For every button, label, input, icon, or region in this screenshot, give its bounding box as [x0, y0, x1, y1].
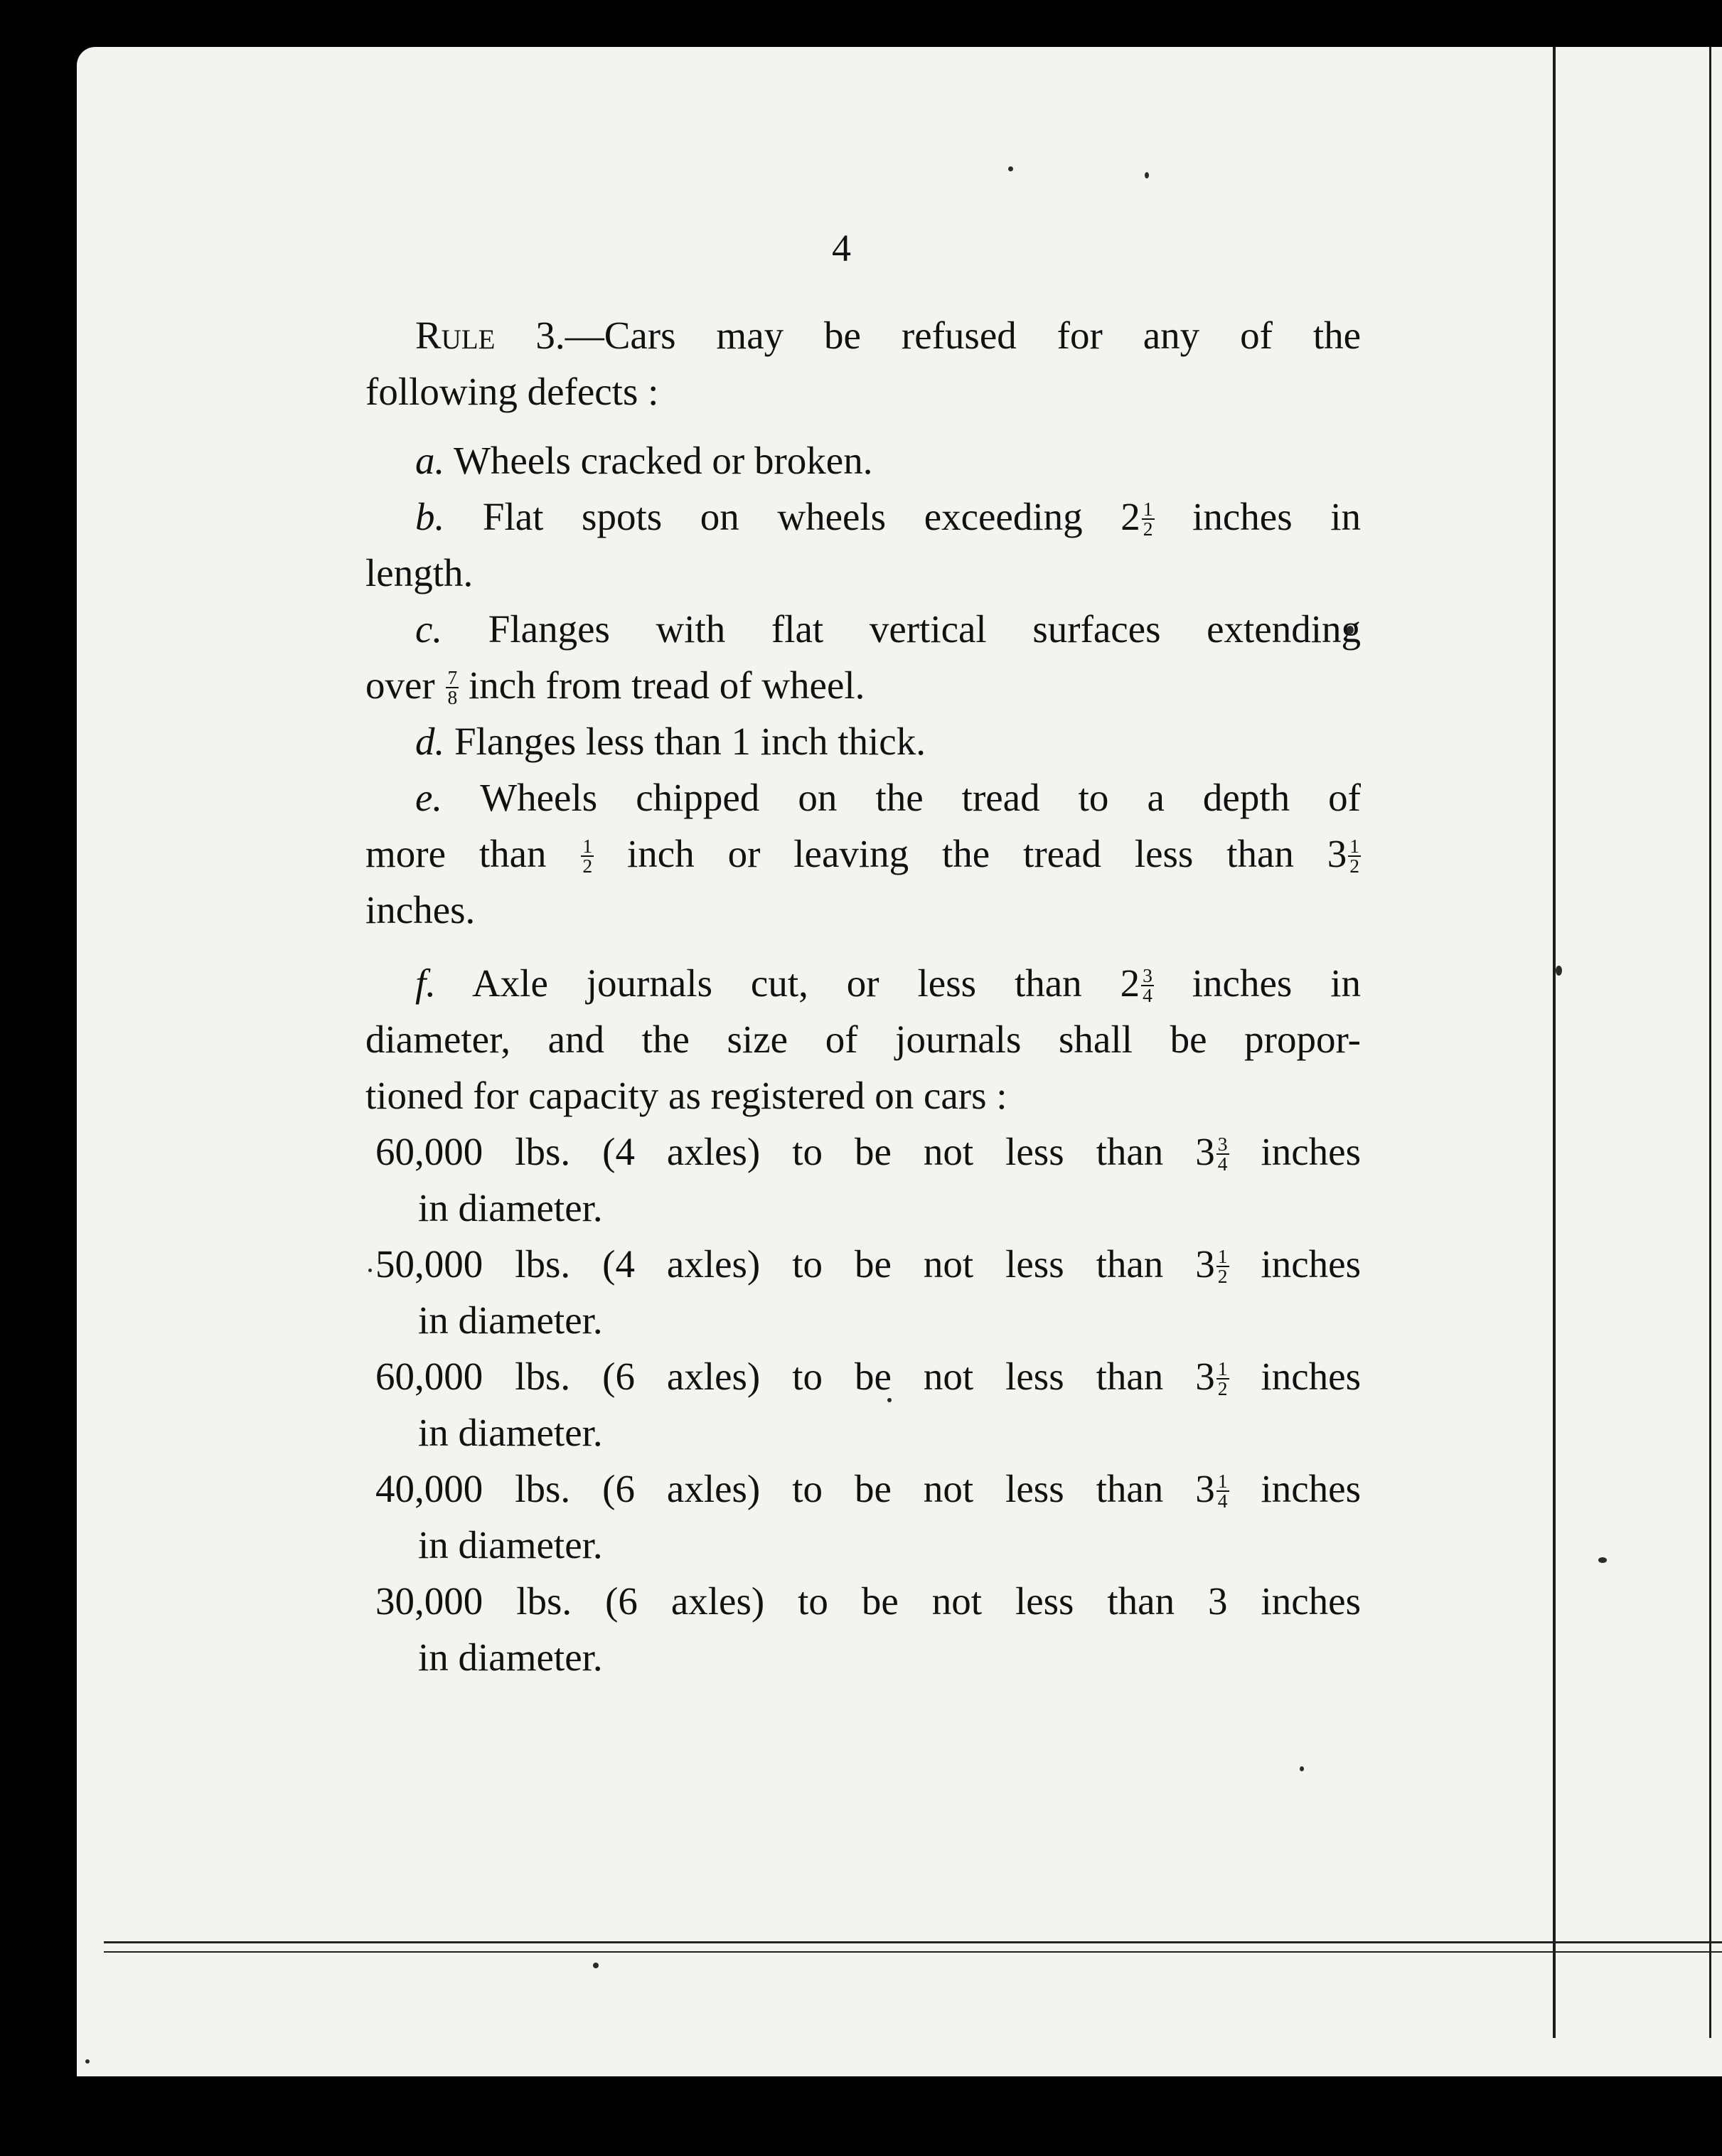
defect-item-d [365, 713, 1361, 769]
fraction [1216, 1132, 1229, 1175]
item-text [472, 961, 1361, 1005]
item-text-part: Flat spots on wheels exceeding 2 [482, 495, 1140, 538]
defect-item-b-continued [365, 545, 1361, 601]
page-number: 4 [832, 227, 851, 270]
fraction-denominator: 2 [1349, 854, 1359, 877]
fraction-numerator: 7 [447, 666, 458, 688]
defect-item-f-continued [365, 1067, 1361, 1124]
capacity-text: inches [1229, 1130, 1361, 1173]
dust-speck [1556, 966, 1562, 976]
fraction [1142, 497, 1155, 540]
fraction-denominator: 2 [582, 854, 593, 877]
fraction-numerator: 1 [1217, 1357, 1228, 1379]
fraction-numerator: 1 [1217, 1244, 1228, 1267]
capacity-text: 40,000 lbs. (6 axles) to be not less than 3 [375, 1467, 1215, 1510]
fraction-denominator: 4 [1217, 1489, 1228, 1512]
item-text [483, 495, 1361, 538]
item-text-part: inch or leaving the tread less than 3 [594, 832, 1347, 875]
defect-item-e-continued [365, 826, 1361, 882]
defect-item-a [365, 432, 1361, 489]
capacity-text: 60,000 lbs. (4 axles) to be not less than 3 [375, 1130, 1215, 1173]
item-text: inches. [365, 888, 476, 932]
fraction-numerator: 1 [1217, 1469, 1228, 1492]
capacity-line [375, 1124, 1361, 1180]
defect-item-c [365, 601, 1361, 657]
capacity-line-continued [365, 1180, 1361, 1236]
rule-intro-text: —Cars may be refused for any of the [565, 314, 1362, 357]
dust-speck [593, 1963, 599, 1968]
fraction-denominator: 4 [1143, 983, 1153, 1006]
item-letter: b. [415, 495, 445, 538]
item-text-part: more than [365, 832, 580, 875]
fraction-denominator: 8 [447, 685, 458, 708]
item-letter: e. [415, 776, 443, 819]
fraction-numerator: 1 [582, 834, 593, 857]
capacity-text: 30,000 lbs. (6 axles) to be not less than 3 inches [375, 1579, 1361, 1623]
fraction-denominator: 2 [1217, 1264, 1228, 1287]
item-text: length. [365, 551, 474, 594]
capacity-text: in diameter. [418, 1186, 603, 1229]
capacity-text: 60,000 lbs. (6 axles) to be not less than 3 [375, 1355, 1215, 1398]
dust-speck [85, 2059, 90, 2064]
capacity-line [375, 1348, 1361, 1404]
capacity-text: in diameter. [418, 1298, 603, 1342]
fraction-numerator: 1 [1349, 834, 1359, 857]
fraction [1348, 834, 1361, 877]
item-text-part: inches in [1154, 495, 1362, 538]
capacity-line [375, 1461, 1361, 1517]
dust-speck [1598, 1557, 1607, 1563]
capacity-line-continued [365, 1517, 1361, 1573]
item-text-part: inch from tread of wheel. [459, 663, 865, 707]
fraction-denominator: 2 [1143, 517, 1153, 540]
rule-intro-line [365, 363, 1361, 420]
fraction [1216, 1244, 1229, 1287]
item-text: tioned for capacity as registered on cars : [365, 1074, 1007, 1117]
fraction-denominator: 4 [1217, 1152, 1228, 1175]
defect-item-f [365, 955, 1361, 1011]
capacity-text: inches [1229, 1467, 1361, 1510]
defect-item-c-continued [365, 657, 1361, 713]
rule-intro-text: following defects : [365, 370, 659, 413]
item-text: Flanges with flat vertical surfaces extending [488, 607, 1361, 651]
item-text: Wheels cracked or broken. [454, 439, 873, 482]
margin-rule-far-right [1709, 47, 1711, 2038]
item-text: Flanges less than 1 inch thick. [454, 720, 926, 763]
dust-speck [1145, 172, 1149, 178]
item-letter: d. [415, 720, 445, 763]
fraction-denominator: 2 [1217, 1377, 1228, 1399]
dust-speck [1008, 166, 1013, 171]
defect-item-f-continued [365, 1011, 1361, 1067]
capacity-line-continued [365, 1629, 1361, 1685]
item-text-part: inches in [1153, 961, 1361, 1005]
rule-intro-line [365, 307, 1361, 363]
capacity-line [375, 1236, 1361, 1292]
defect-item-e [365, 769, 1361, 826]
capacity-text: in diameter. [418, 1635, 603, 1679]
fraction [1141, 966, 1154, 1005]
fraction-numerator: 3 [1143, 964, 1153, 986]
item-letter: c. [415, 607, 443, 651]
bottom-rule [104, 1951, 1722, 1953]
rule-label: Rule 3. [415, 314, 565, 357]
margin-rule-right [1553, 47, 1556, 2038]
dust-speck [1300, 1766, 1304, 1771]
bottom-rule [104, 1941, 1722, 1943]
item-letter: a. [415, 439, 445, 482]
capacity-line-continued [365, 1404, 1361, 1461]
capacity-text: in diameter. [418, 1523, 603, 1567]
capacity-line [375, 1573, 1361, 1629]
fraction [446, 668, 459, 707]
fraction [1216, 1469, 1229, 1512]
fraction-numerator: 3 [1217, 1132, 1228, 1155]
item-text: diameter, and the size of journals shall be propor- [365, 1018, 1361, 1061]
fraction [581, 834, 594, 877]
fraction-numerator: 1 [1143, 497, 1153, 520]
item-letter: f. [415, 961, 437, 1005]
rule-text [365, 307, 1361, 1685]
capacity-text: 50,000 lbs. (4 axles) to be not less than 3 [375, 1242, 1215, 1286]
capacity-text: inches [1229, 1355, 1361, 1398]
item-text-part: Axle journals cut, or less than 2 [471, 961, 1140, 1005]
capacity-text: inches [1229, 1242, 1361, 1286]
item-text: Wheels chipped on the tread to a depth of [480, 776, 1361, 819]
defect-item-e-continued [365, 882, 1361, 938]
capacity-line-continued [365, 1292, 1361, 1348]
fraction [1216, 1357, 1229, 1399]
item-text-part: over [365, 663, 445, 707]
defect-item-b [365, 489, 1361, 545]
capacity-text: in diameter. [418, 1411, 603, 1454]
